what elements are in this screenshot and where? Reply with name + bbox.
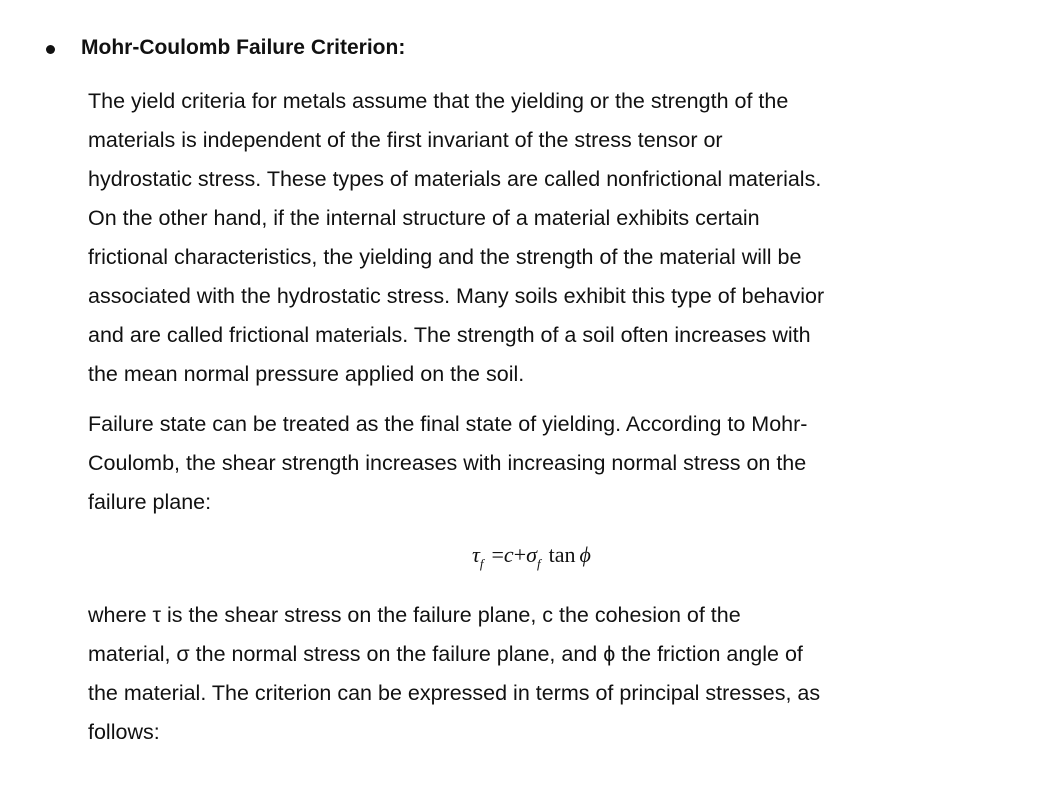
paragraph-line: hydrostatic stress. These types of materials are called nonfrictional materials. xyxy=(88,167,822,191)
bullet-icon xyxy=(46,45,55,54)
formula-equals: = xyxy=(491,542,504,567)
paragraph-yield-criteria xyxy=(88,82,1018,394)
formula-tau: τ xyxy=(472,542,480,567)
formula-tan: tan xyxy=(548,542,576,567)
section-heading: Mohr-Coulomb Failure Criterion: xyxy=(81,36,406,59)
formula-phi: ϕ xyxy=(579,542,591,567)
paragraph-line: failure plane: xyxy=(88,490,212,514)
paragraph-line: Coulomb, the shear strength increases with increasing normal stress on the xyxy=(88,451,807,475)
paragraph-definitions xyxy=(88,596,1018,752)
formula-cohesion: c xyxy=(503,542,514,567)
paragraph-failure-state xyxy=(88,405,1018,522)
paragraph-line: associated with the hydrostatic stress. Many soils exhibit this type of behavior xyxy=(88,284,825,308)
paragraph-line: materials is independent of the first invariant of the stress tensor or xyxy=(88,128,723,152)
formula-tau-subscript: f xyxy=(479,556,484,571)
paragraph-line: The yield criteria for metals assume that the yielding or the strength of the xyxy=(88,89,789,113)
formula-plus: + xyxy=(513,542,527,567)
paragraph-line: On the other hand, if the internal structure of a material exhibits certain xyxy=(88,206,760,230)
paragraph-line: and are called frictional materials. The strength of a soil often increases with xyxy=(88,323,811,347)
paragraph-line: frictional characteristics, the yielding and the strength of the material will be xyxy=(88,245,802,269)
formula-sigma: σ xyxy=(526,542,537,567)
paragraph-line: follows: xyxy=(88,720,160,744)
paragraph-line: the material. The criterion can be expressed in terms of principal stresses, as xyxy=(88,681,821,705)
paragraph-line: the mean normal pressure applied on the soil. xyxy=(88,362,525,386)
section-heading-row xyxy=(46,34,405,62)
mohr-coulomb-equation xyxy=(472,540,591,570)
paragraph-line: where τ is the shear stress on the failure plane, c the cohesion of the xyxy=(88,603,741,627)
paragraph-line: Failure state can be treated as the final state of yielding. According to Mohr- xyxy=(88,412,808,436)
formula-sigma-subscript: f xyxy=(536,556,541,571)
paragraph-line: material, σ the normal stress on the failure plane, and ϕ the friction angle of xyxy=(88,642,803,666)
